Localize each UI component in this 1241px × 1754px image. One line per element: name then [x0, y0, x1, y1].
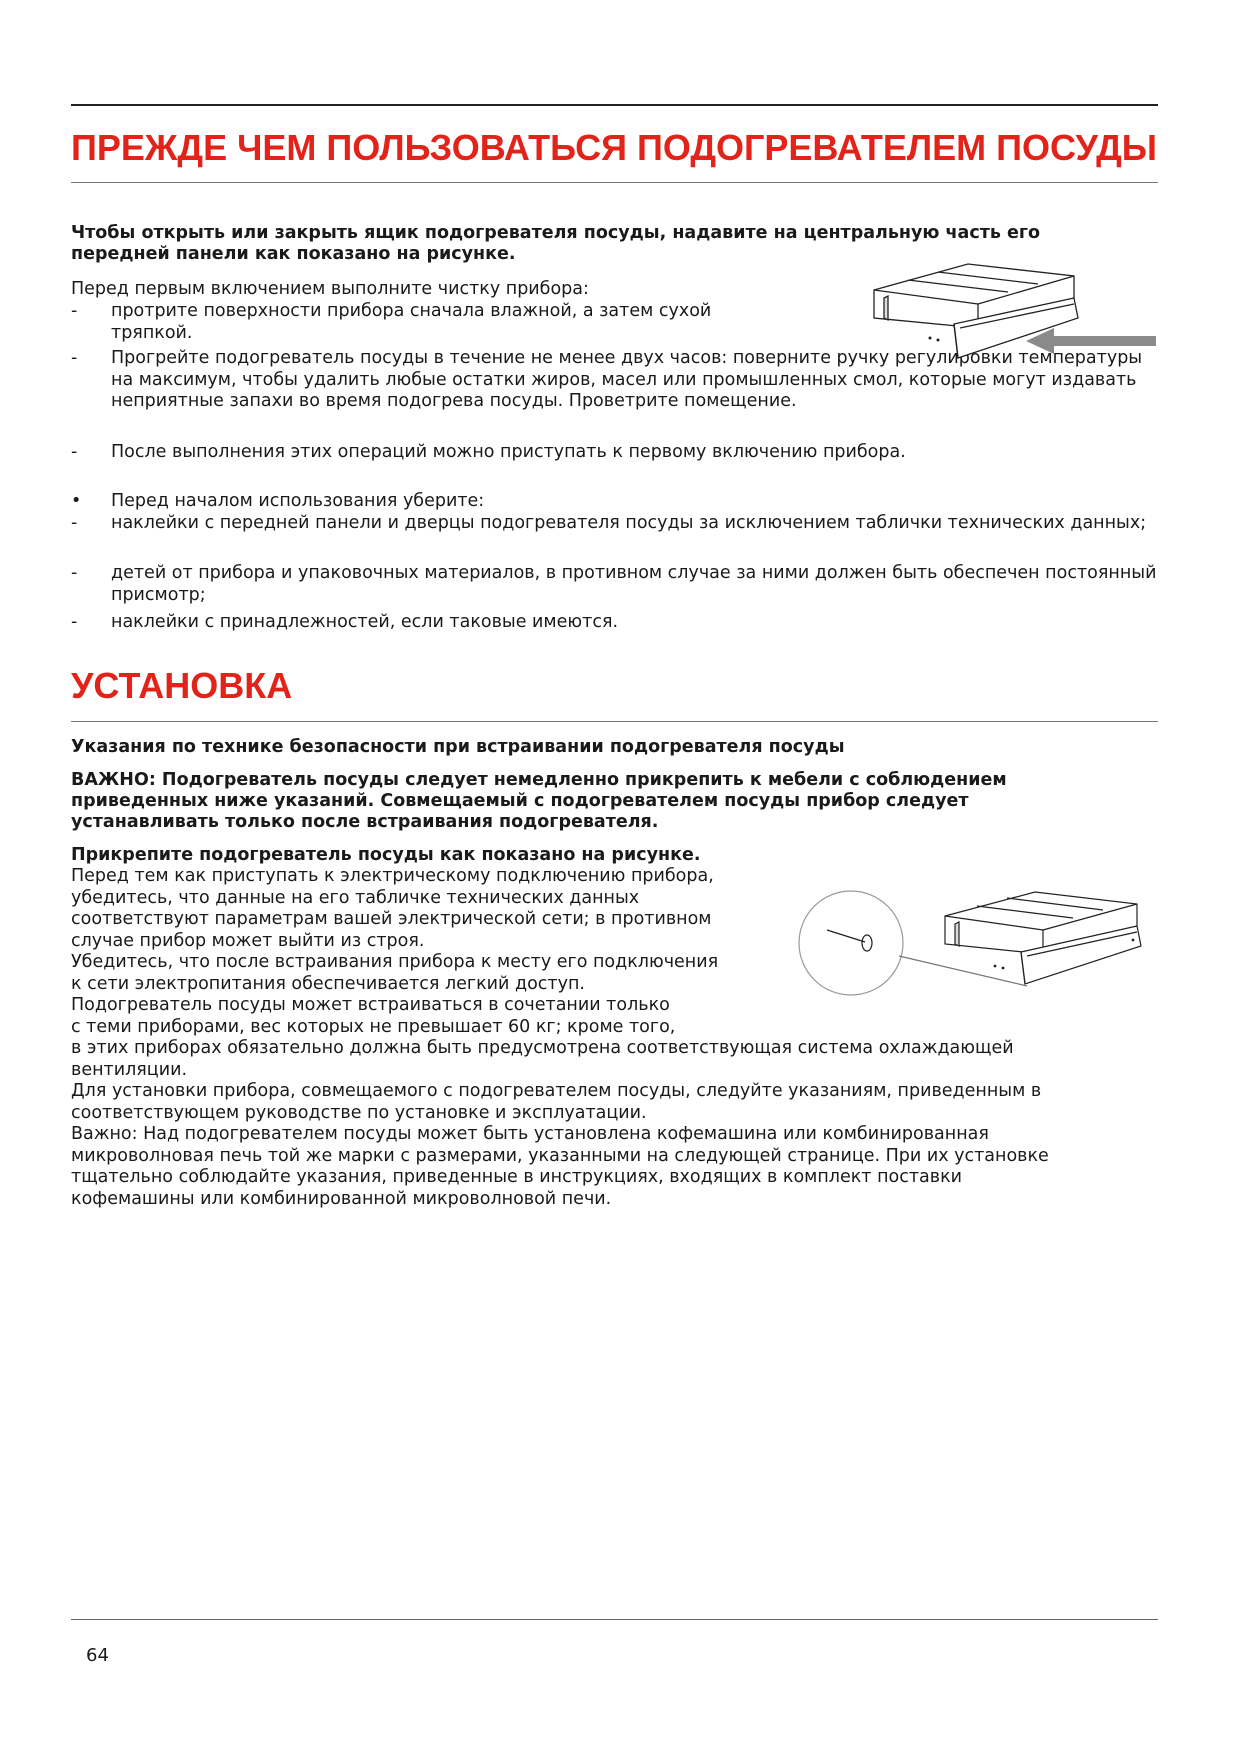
list-item [71, 612, 1161, 634]
body-line: убедитесь, что данные на его табличке технических данных [71, 887, 640, 908]
list-marker: - [71, 442, 78, 462]
list-item-text: наклейки с принадлежностей, если таковые имеются. [111, 612, 619, 632]
body-line: соответствуют параметрам вашей электрической сети; в противном [71, 909, 712, 929]
list-item-text: После выполнения этих операций можно приступать к первому включению прибора. [111, 442, 906, 462]
body-line: Для установки прибора, совмещаемого с подогревателем посуды, следуйте указаниям, приведенным в [71, 1081, 1042, 1101]
list-marker: - [71, 612, 78, 632]
list-item-text: Перед началом использования уберите: [111, 491, 485, 511]
body-line: микроволновая печь той же марки с размерами, указанными на следующей странице. При их установке [71, 1145, 1049, 1166]
footer-rule [71, 1619, 1158, 1620]
section-title-rule [71, 721, 1158, 722]
body-line: к сети электропитания обеспечивается легкий доступ. [71, 973, 585, 994]
list-item [71, 301, 771, 344]
list-item [71, 491, 1161, 513]
body-line: соответствующем руководстве по установке и эксплуатации. [71, 1102, 647, 1123]
section-title-rule [71, 182, 1158, 183]
list-marker: - [71, 563, 78, 583]
section-title-installation: УСТАНОВКА [71, 665, 293, 706]
body-line: в этих приборах обязательно должна быть предусмотрена соответствующая система охлаждающей [71, 1038, 1014, 1058]
page-number: 64 [86, 1645, 109, 1666]
cleaning-intro: Перед первым включением выполните чистку прибора: [71, 279, 589, 299]
body-line: с теми приборами, вес которых не превышает 60 кг; кроме того, [71, 1016, 676, 1037]
body-line: вентиляции. [71, 1059, 188, 1080]
body-line: Перед тем как приступать к электрическому подключению прибора, [71, 866, 714, 886]
list-marker: - [71, 301, 78, 321]
list-item-text: протрите поверхности прибора сначала влажной, а затем сухой тряпкой. [111, 301, 712, 343]
list-item [71, 513, 1161, 535]
body-line: Убедитесь, что после встраивания прибора к месту его подключения [71, 952, 719, 972]
list-item-text-fragment: Прогрейте подогреватель посуды в течение не менее двух часов: поверните ручку регулировки температуры на максимум, чтобы удалить любые остатки жиров, масел или промышленных смол, которые могут издавать неприятные запахи во время подогрева посуды. Проветрите помещение. [111, 348, 1143, 411]
top-rule [71, 104, 1158, 106]
body-line: Важно: Над подогревателем посуды может быть установлена кофемашина или комбинированная [71, 1124, 989, 1144]
section-title-before-use: ПРЕЖДЕ ЧЕМ ПОЛЬЗОВАТЬСЯ ПОДОГРЕВАТЕЛЕМ ПОСУДЫ [71, 127, 1157, 168]
drawer-push-figure [868, 258, 1168, 378]
bullet-marker: • [71, 491, 82, 511]
safety-heading: Указания по технике безопасности при встраивании подогревателя посуды [71, 737, 845, 757]
list-item [71, 442, 1161, 464]
list-item-text: наклейки с передней панели и дверцы подогревателя посуды за исключением таблички технических данных; [111, 513, 1147, 533]
list-marker: - [71, 513, 78, 533]
body-line: тщательно соблюдайте указания, приведенные в инструкциях, входящих в комплект поставки [71, 1167, 963, 1187]
list-item [71, 563, 1161, 606]
drawer-fixing-figure [795, 880, 1155, 1020]
open-close-instruction: Чтобы открыть или закрыть ящик подогревателя посуды, надавите на центральную часть его передней панели как показано на рисунке. [71, 223, 1041, 264]
body-line: Подогреватель посуды может встраиваться в сочетании только [71, 995, 670, 1015]
attach-heading: Прикрепите подогреватель посуды как показано на рисунке. [71, 845, 701, 865]
body-line: кофемашины или комбинированной микроволновой печи. [71, 1188, 612, 1209]
list-item-text: детей от прибора и упаковочных материалов, в противном случае за ними должен быть обеспечен постоянный присмотр; [111, 563, 1157, 605]
body-line: случае прибор может выйти из строя. [71, 930, 425, 951]
important-note: ВАЖНО: Подогреватель посуды следует немедленно прикрепить к мебели с соблюдением приведенных ниже указаний. Совмещаемый с подогревателем посуды прибор следует устанавливать только после встраивания подогревателя. [71, 770, 1007, 832]
list-marker: - [71, 348, 78, 368]
